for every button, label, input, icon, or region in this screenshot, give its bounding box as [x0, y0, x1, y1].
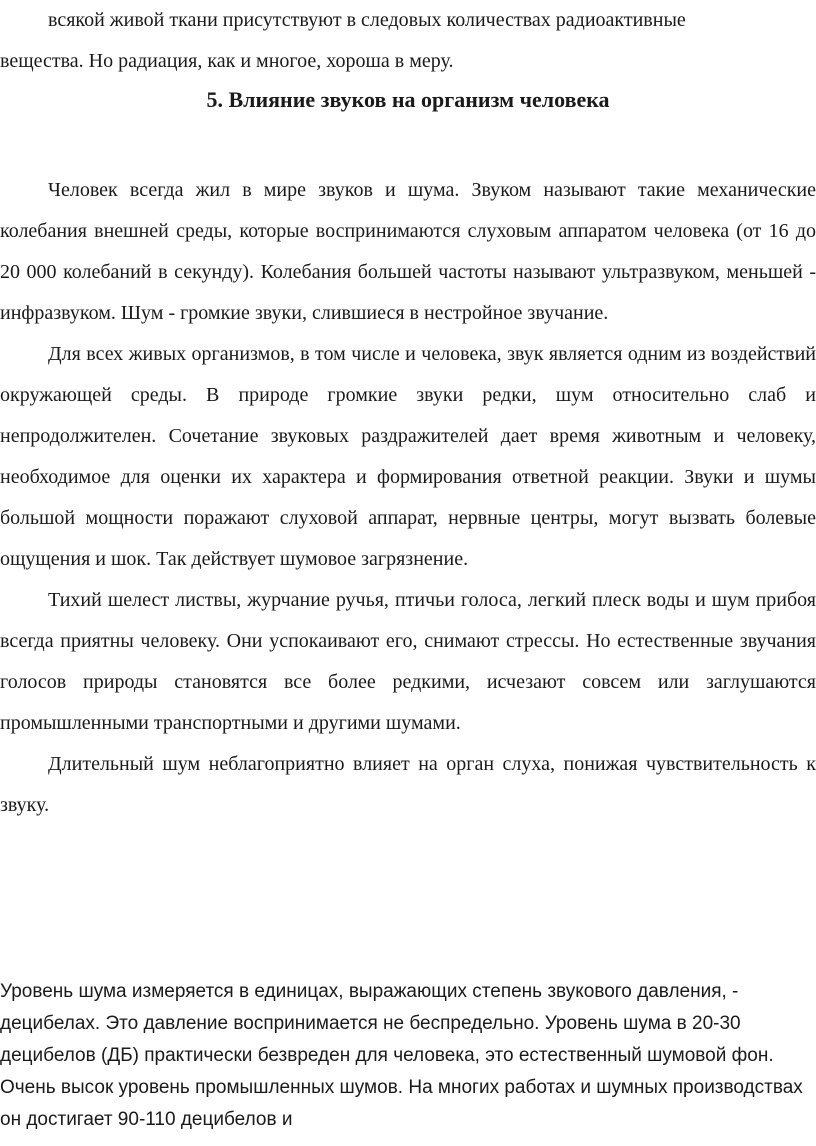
intro-line-2: вещества. Но радиация, как и многое, хороша в меру.	[0, 50, 454, 72]
paragraph-2: Для всех живых организмов, в том числе и человека, звук является одним из воздействий окружающей среды. В природе громкие звуки редки, шум относительно слаб и непродолжителен. Сочетание звуковых раздражителей дает время животным и человеку, необходимое для оценки их характера и формирования ответной реакции. Звуки и шумы большой мощности поражают слуховой аппарат, нервные центры, могут вызвать болевые ощущения и шок. Так действует шумовое загрязнение.	[0, 343, 816, 570]
section-heading: 5. Влияние звуков на организм человека	[206, 87, 610, 112]
intro-line-1: всякой живой ткани присутствуют в следовых количествах радиоактивные	[48, 9, 686, 31]
intro-text	[0, 0, 816, 82]
section-body	[0, 170, 816, 826]
paragraph-3: Тихий шелест листвы, журчание ручья, птичьи голоса, легкий плеск воды и шум прибоя всегда приятны человеку. Они успокаивают его, снимают стрессы. Но естественные звучания голосов природы становятся все более редкими, исчезают совсем или заглушаются промышленными транспортными и другими шумами.	[0, 589, 816, 734]
paragraph-4: Длительный шум неблагоприятно влияет на орган слуха, понижая чувствительность к звуку.	[0, 753, 816, 816]
sans-paragraph: Уровень шума измеряется в единицах, выражающих степень звукового давления, - децибелах. Это давление воспринимается не беспредельно. Уровень шума в 20-30 децибелов (ДБ) практически безвреден для человека, это естественный шумовой фон. Очень высок уровень промышленных шумов. На многих работах и шумных производствах он достигает 90-110 децибелов и	[0, 981, 803, 1130]
paragraph-1: Человек всегда жил в мире звуков и шума. Звуком называют такие механические колебания внешней среды, которые воспринимаются слуховым аппаратом человека (от 16 до 20 000 колебаний в секунду). Колебания большей частоты называют ультразвуком, меньшей - инфразвуком. Шум - громкие звуки, слившиеся в нестройное звучание.	[0, 179, 816, 324]
